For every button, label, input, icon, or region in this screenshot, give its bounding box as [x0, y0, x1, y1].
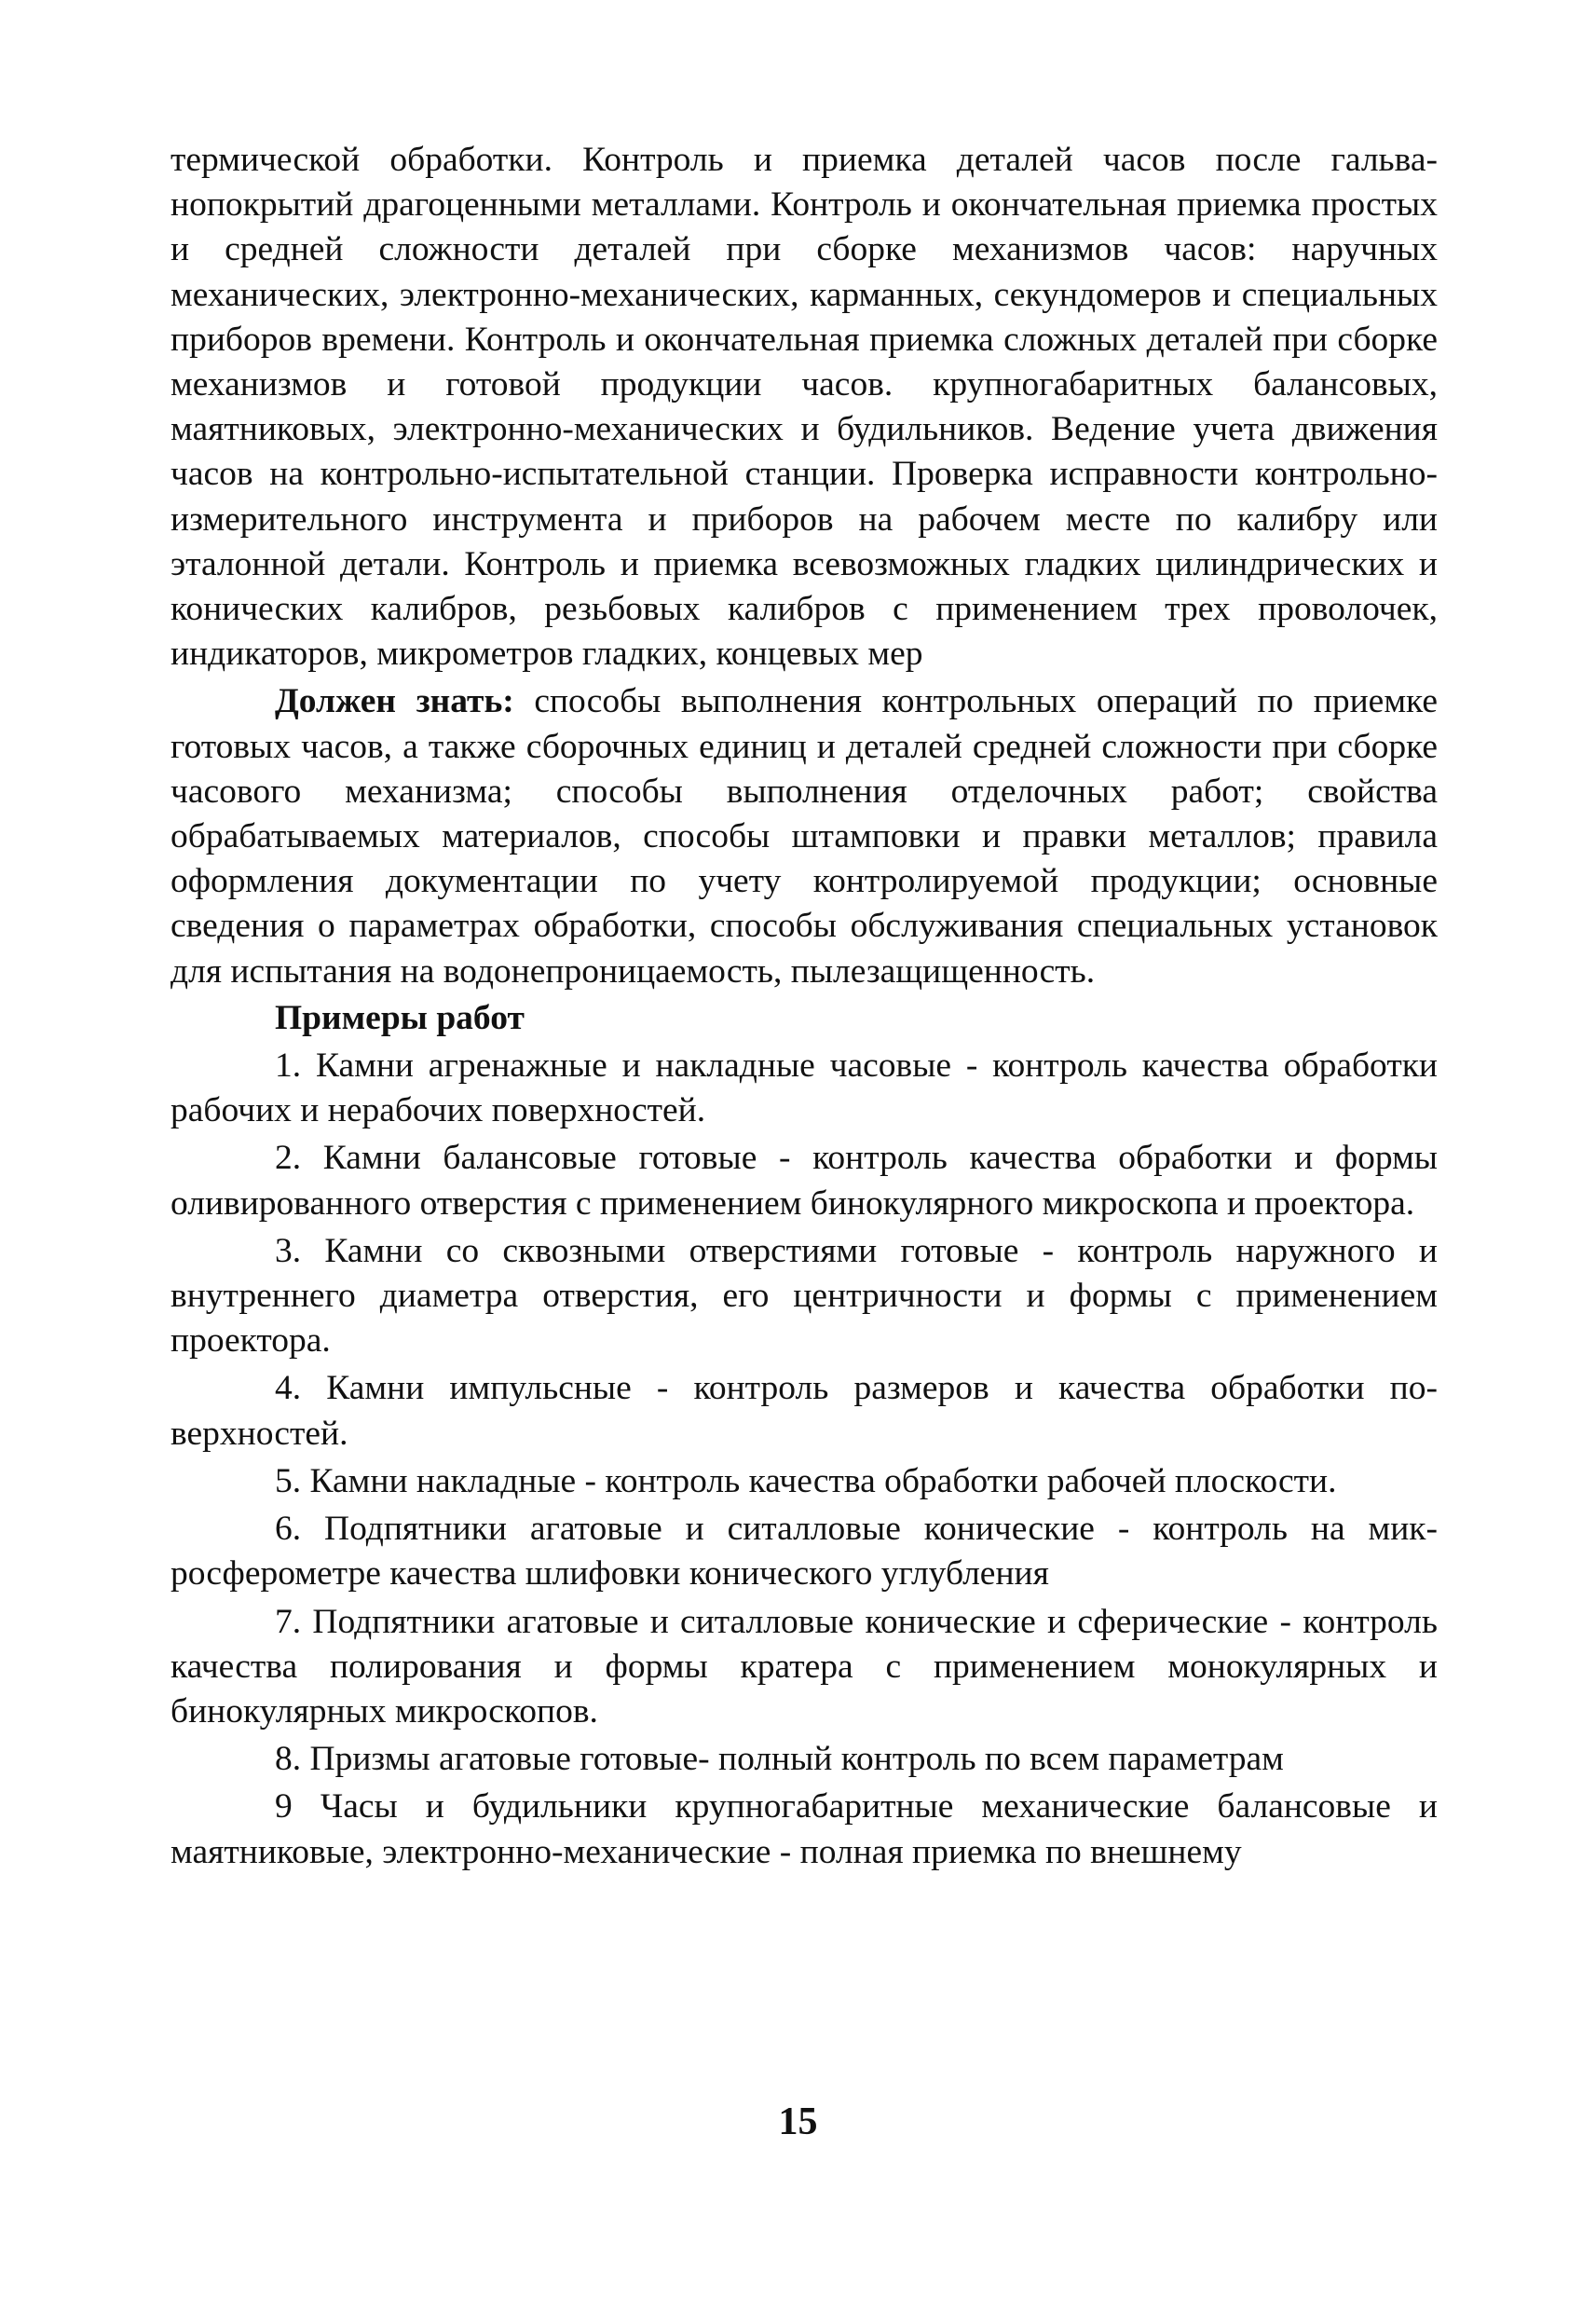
page-body — [171, 138, 1438, 1875]
example-item-2: 2. Камни балансовые готовые - контроль качества обработки и формы оливированного отверстия с применением бинокулярного микроскопа и проектора. — [171, 1139, 1438, 1223]
example-item-7: 7. Подпятники агатовые и ситалловые конические и сферические - контроль качества полирования и формы кратера с применением монокулярных и бинокулярных микроскопов. — [171, 1602, 1438, 1731]
must-know-text: способы выполнения контрольных операций по приемке готовых часов, а также сборочных единиц и деталей средней сложности при сборке часового механизма; способы выполнения отделочных работ; свойства обрабатываемых материалов, способы штамповки и правки металлов; правила оформления документации по учету контролируемой продукции; основные сведения о параметрах обработки, способы обслуживания специальных установок для испытания на водонепроницаемость, пылезащищенность. — [171, 682, 1438, 991]
example-item-6: 6. Подпятники агатовые и ситалловые конические - контроль на микросферометре качества шлифовки конического углубления — [171, 1510, 1438, 1594]
example-item-3: 3. Камни со сквозными отверстиями готовые - контроль наружного и внутреннего диаметра отверстия, его центричности и формы с применением проектора. — [171, 1231, 1438, 1361]
example-item-9: 9 Часы и будильники крупногабаритные механические балансовые и маятниковые, электронно-механические - полная приемка по внешнему — [171, 1787, 1438, 1871]
example-item-5: 5. Камни накладные - контроль качества обработки рабочей плоскости. — [275, 1461, 1337, 1500]
examples-heading: Примеры работ — [275, 998, 525, 1037]
continued-paragraph: термической обработки. Контроль и приемка деталей часов после гальванопокрытий драгоценными металлами. Контроль и окончательная приемка простых и средней сложности деталей при сборке механизмов часов: наручных механических, электронно-механических, карманных, секундомеров и специальных приборов времени. Контроль и окончательная приемка сложных деталей при сборке механизмов и готовой продукции часов. крупногабаритных балансовых, маятниковых, электронно-механических и будильников. Ведение учета движения часов на контрольно-испытательной станции. Проверка исправности контрольно-измерительного инструмента и приборов на рабочем месте по калибру или эталонной детали. Контроль и приемка всевозможных гладких цилиндрических и конических калибров, резьбовых калибров с применением трех проволочек, индикаторов, микрометров гладких, концевых мер — [171, 141, 1438, 674]
page-number: 15 — [778, 2100, 818, 2143]
example-item-4: 4. Камни импульсные - контроль размеров и качества обработки поверхностей. — [171, 1369, 1438, 1453]
must-know-label: Должен знать: — [275, 682, 514, 721]
must-know-paragraph — [171, 679, 1438, 993]
example-item-1: 1. Камни агренажные и накладные часовые - контроль качества обработки рабочих и нерабочих поверхностей. — [171, 1047, 1438, 1130]
example-item-8: 8. Призмы агатовые готовые- полный контроль по всем параметрам — [275, 1740, 1284, 1779]
